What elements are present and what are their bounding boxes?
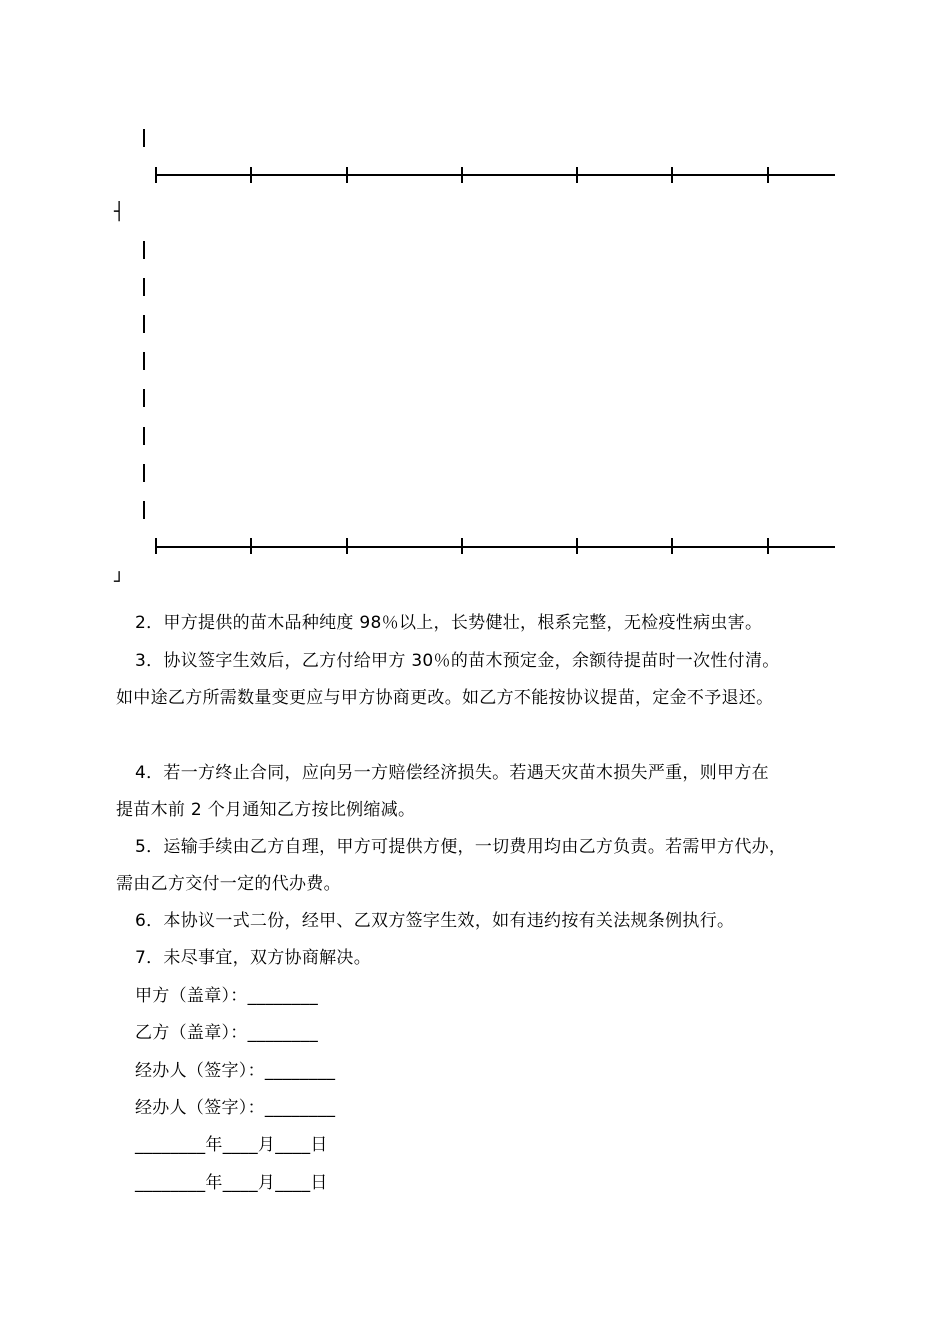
- table-column-tick: [461, 167, 463, 183]
- clause-4-line-1: 4．若一方终止合同，应向另一方赔偿经济损失。若遇天灾苗木损失严重，则甲方在: [135, 763, 769, 783]
- table-column-tick: [250, 167, 252, 183]
- date-field: ________年____月____日: [135, 1173, 328, 1193]
- table-column-tick: [250, 538, 252, 554]
- table-column-tick: [671, 167, 673, 183]
- table-column-tick: [576, 538, 578, 554]
- clause-2-line-1: 2．甲方提供的苗木品种纯度 98％以上，长势健壮，根系完整，无检疫性病虫害。: [135, 613, 763, 633]
- party-b-seal-field: 乙方（盖章）：________: [135, 1023, 318, 1043]
- table-bottom-rule: [155, 546, 835, 548]
- agent-signature-field: 经办人（签字）：________: [135, 1061, 336, 1081]
- table-left-border: [143, 241, 145, 259]
- table-column-tick: [461, 538, 463, 554]
- party-a-seal-field: 甲方（盖章）：________: [135, 986, 318, 1006]
- clause-5-line-2: 需由乙方交付一定的代办费。: [116, 874, 341, 894]
- table-left-border: [143, 501, 145, 519]
- table-column-tick: [346, 538, 348, 554]
- table-column-tick: [671, 538, 673, 554]
- clause-5-line-1: 5．运输手续由乙方自理，甲方可提供方便，一切费用均由乙方负责。若需甲方代办，: [135, 837, 787, 857]
- table-left-border: [143, 315, 145, 333]
- table-left-border: [143, 464, 145, 482]
- table-column-tick: [576, 167, 578, 183]
- date-field: ________年____月____日: [135, 1135, 328, 1155]
- agent-signature-field: 经办人（签字）：________: [135, 1098, 336, 1118]
- table-left-border: [143, 427, 145, 445]
- table-corner-top-right: ┤: [114, 202, 125, 222]
- clause-3-line-2: 如中途乙方所需数量变更应与甲方协商更改。如乙方不能按协议提苗，定金不予退还。: [116, 688, 774, 708]
- table-left-border: [143, 278, 145, 296]
- table-column-tick: [155, 167, 157, 183]
- table-column-tick: [155, 538, 157, 554]
- clause-6-line-1: 6．本协议一式二份，经甲、乙双方签字生效，如有违约按有关法规条例执行。: [135, 911, 735, 931]
- clause-4-line-2: 提苗木前 2 个月通知乙方按比例缩减。: [116, 800, 416, 820]
- table-column-tick: [767, 538, 769, 554]
- table-left-border: [143, 389, 145, 407]
- table-left-border: [143, 352, 145, 370]
- table-header-rule: [155, 174, 835, 176]
- table-left-border-top: [143, 129, 145, 147]
- table-column-tick: [767, 167, 769, 183]
- table-corner-bottom-right: ┘: [114, 572, 125, 592]
- clause-3-line-1: 3．协议签字生效后，乙方付给甲方 30％的苗木预定金，余额待提苗时一次性付清。: [135, 651, 780, 671]
- clause-7-line-1: 7．未尽事宜，双方协商解决。: [135, 948, 372, 968]
- table-column-tick: [346, 167, 348, 183]
